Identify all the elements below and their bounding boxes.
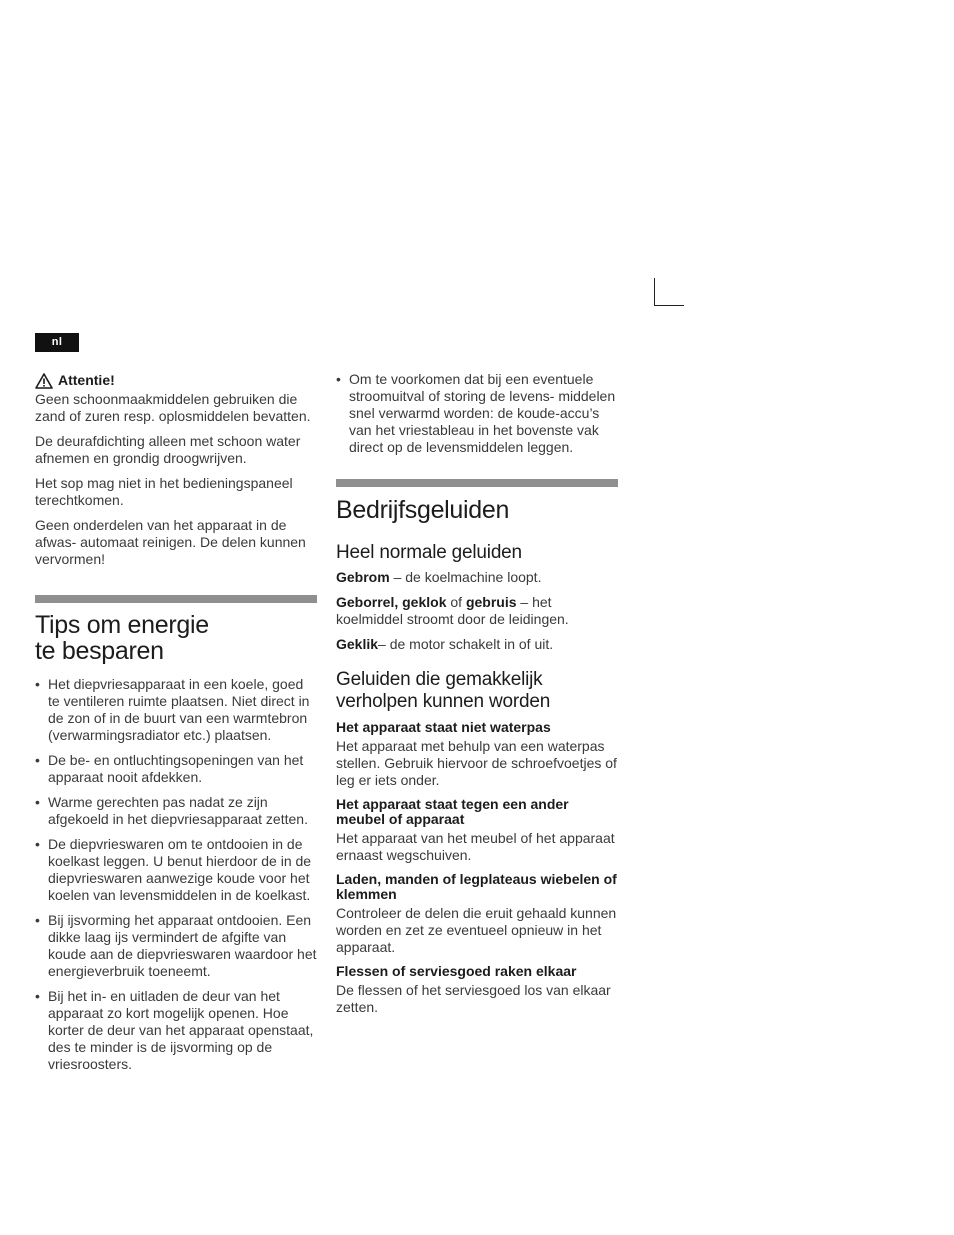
list-item: • De diepvrieswaren om te ontdooien in de koelkast leggen. U benut hierdoor de in de diepvrieswaren aanwezige koude voor het koelen van levensmiddelen in de koelkast.: [35, 836, 317, 904]
problem-heading: Het apparaat staat tegen een ander meubel of apparaat: [336, 796, 569, 827]
section-rule: [336, 479, 618, 487]
problem-heading: Het apparaat staat niet waterpas: [336, 719, 551, 735]
problem-solution: Het apparaat met behulp van een waterpas stellen. Gebruik hiervoor de schroefvoetjes of leg er iets onder.: [336, 738, 617, 788]
fixable-sounds-title: [336, 669, 618, 713]
tips-list: [35, 676, 317, 1073]
sound-text: – de motor schakelt in of uit.: [378, 636, 554, 652]
left-column: [35, 372, 317, 1081]
warning-paragraph: Geen onderdelen van het apparaat in de afwas- automaat reinigen. De delen kunnen vervormen!: [35, 517, 306, 567]
right-column: [336, 371, 618, 1024]
sound-entry: [336, 636, 618, 653]
problem-solution: Controleer de delen die eruit gehaald kunnen worden en zet ze eventueel opnieuw in het apparaat.: [336, 905, 617, 955]
normal-sounds-title: Heel normale geluiden: [336, 542, 522, 563]
problem-solution: Het apparaat van het meubel of het apparaat ernaast wegschuiven.: [336, 830, 615, 863]
sound-term: Geborrel, geklok: [336, 594, 447, 610]
sound-term: Gebrom: [336, 569, 390, 585]
sound-entry: [336, 569, 618, 586]
warning-title: Attentie!: [58, 372, 115, 388]
sound-text: – de koelmachine loopt.: [389, 569, 542, 585]
crop-mark-horizontal: [654, 305, 684, 306]
tips-title-line1: Tips om energie: [35, 611, 209, 639]
problem-heading: Flessen of serviesgoed raken elkaar: [336, 963, 577, 979]
warning-paragraph: De deurafdichting alleen met schoon water afnemen en grondig droogwrijven.: [35, 433, 301, 466]
fixable-title-line2: verholpen kunnen worden: [336, 691, 551, 712]
warning-paragraph: Geen schoonmaakmiddelen gebruiken die zand of zuren resp. oplosmiddelen bevatten.: [35, 391, 311, 424]
warning-triangle-icon: [35, 373, 53, 389]
sound-term: Geklik: [336, 636, 379, 652]
fixable-title-line1: Geluiden die gemakkelijk: [336, 669, 543, 690]
tips-title: [35, 612, 317, 664]
sound-entry: [336, 594, 618, 628]
sound-term: gebruis: [465, 594, 517, 610]
warning-heading: [35, 372, 317, 389]
section-title: Bedrijfsgeluiden: [336, 496, 510, 524]
problem-heading: Laden, manden of legplateaus wiebelen of klemmen: [336, 871, 617, 902]
tips-title-line2: te besparen: [35, 637, 164, 665]
section-rule: [35, 595, 317, 603]
sound-text: – het koelmiddel stroomt door de leidingen.: [336, 594, 569, 627]
language-badge: nl: [35, 333, 79, 352]
list-item: • Bij ijsvorming het apparaat ontdooien. Een dikke laag ijs vermindert de afgifte van koude aan de diepvrieswaren waardoor het energieverbruik toeneemt.: [35, 912, 317, 980]
sound-connector: of: [446, 594, 466, 610]
warning-paragraph: Het sop mag niet in het bedieningspaneel terechtkomen.: [35, 475, 293, 508]
list-item: • Warme gerechten pas nadat ze zijn afgekoeld in het diepvriesapparaat zetten.: [35, 794, 317, 828]
list-item: • Bij het in- en uitladen de deur van het apparaat zo kort mogelijk openen. Hoe korter de deur van het apparaat openstaat, des te minder is de ijsvorming op de vriesroosters.: [35, 988, 317, 1073]
problem-solution: De flessen of het serviesgoed los van elkaar zetten.: [336, 982, 611, 1015]
crop-mark-vertical: [654, 278, 655, 306]
list-item: • De be- en ontluchtingsopeningen van het apparaat nooit afdekken.: [35, 752, 317, 786]
list-item: • Het diepvriesapparaat in een koele, goed te ventileren ruimte plaatsen. Niet direct in de zon of in de buurt van een warmtebron (verwarmingsradiator etc.) plaatsen.: [35, 676, 317, 744]
storage-tip-list: [336, 371, 618, 456]
list-item: • Om te voorkomen dat bij een eventuele stroomuitval of storing de levens- middelen snel verwarmd worden: de koude-accu’s van het vriestableau in het bovenste vak direct op de levensmiddelen leggen.: [336, 371, 618, 456]
